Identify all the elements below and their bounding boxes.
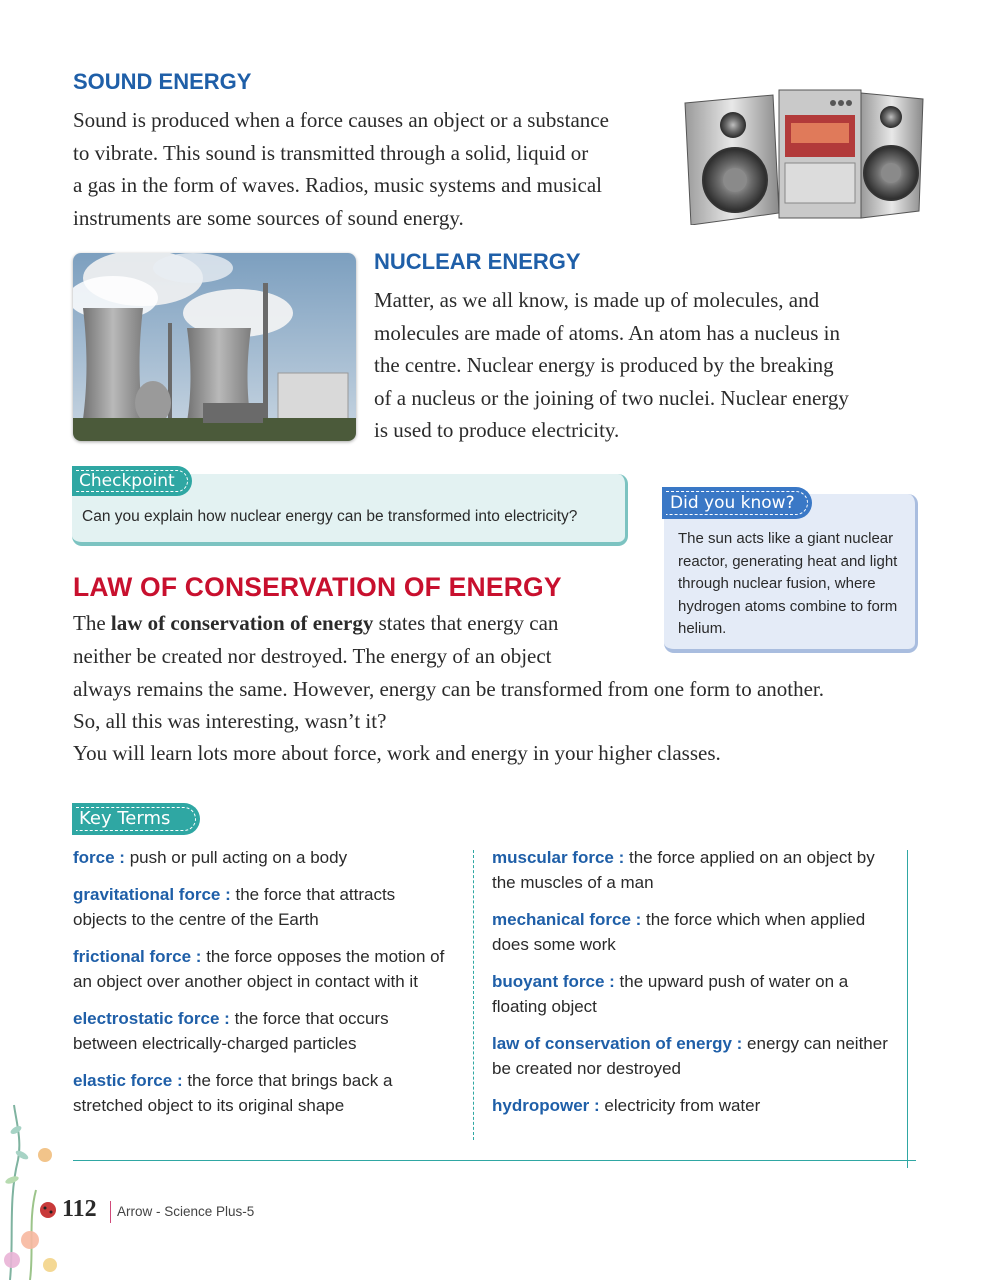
floral-decoration-icon (0, 1100, 70, 1280)
nuclear-line-3: the centre. Nuclear energy is produced by the breaking (374, 353, 834, 377)
law-line-1-prefix: The (73, 611, 111, 635)
key-term-item (73, 1068, 453, 1118)
law-term-bold: law of conservation of energy (110, 611, 374, 635)
law-line-2: neither be created nor destroyed. The energy of an object (73, 644, 552, 668)
key-term-item (492, 1031, 897, 1081)
key-term-name: gravitational force : (73, 885, 231, 904)
nuclear-line-4: of a nucleus or the joining of two nuclei. Nuclear energy (374, 385, 849, 410)
key-term-definition: the force that occurs between electrically-charged particles (73, 1009, 389, 1053)
key-term-name: frictional force : (73, 947, 202, 966)
key-terms-bottom-rule (73, 1160, 916, 1161)
key-term-name: law of conservation of energy : (492, 1034, 743, 1053)
key-term-definition: the force applied on an object by the muscles of a man (492, 848, 875, 892)
key-term-item (492, 969, 897, 1019)
key-terms-divider (473, 850, 474, 1140)
law-line-1-suffix: states that energy can (373, 611, 559, 635)
key-terms-right-rule (907, 850, 908, 1168)
sound-energy-heading: SOUND ENERGY (73, 69, 252, 94)
checkpoint-tag (72, 466, 192, 496)
sound-line-2: to vibrate. This sound is transmitted through a solid, liquid or (73, 140, 589, 165)
key-term-name: elastic force : (73, 1071, 183, 1090)
key-term-definition: push or pull acting on a body (124, 848, 348, 867)
key-term-definition: the force opposes the motion of an object over another object in contact with it (73, 947, 445, 991)
key-term-item (73, 845, 453, 870)
key-term-definition: the force that attracts objects to the centre of the Earth (73, 885, 396, 929)
nuclear-line-1: Matter, as we all know, is made up of molecules, and (374, 288, 820, 312)
law-line-1 (73, 607, 558, 640)
music-system-image (683, 85, 928, 225)
key-term-definition: electricity from water (599, 1096, 761, 1115)
did-you-know-text: The sun acts like a giant nuclear reactor, generating heat and light through nuclear fusion, where hydrogen atoms combine to form helium. (678, 530, 898, 637)
sound-line-4: instruments are some sources of sound energy. (73, 205, 464, 230)
law-line-5: You will learn lots more about force, work and energy in your higher classes. (73, 741, 721, 765)
key-term-definition: the upward push of water on a floating object (492, 972, 849, 1016)
checkpoint-question: Can you explain how nuclear energy can be transformed into electricity? (82, 508, 578, 525)
key-term-definition: energy can neither be created nor destroyed (492, 1034, 888, 1078)
key-term-item (492, 845, 897, 895)
law-line-4: So, all this was interesting, wasn’t it? (73, 709, 387, 733)
key-term-item (73, 944, 453, 994)
law-of-conservation-heading: LAW OF CONSERVATION OF ENERGY (73, 572, 562, 602)
key-terms-right-column (492, 845, 897, 1130)
book-title: Arrow - Science Plus-5 (117, 1204, 255, 1219)
nuclear-power-plant-image (73, 253, 356, 441)
footer-separator (110, 1201, 111, 1223)
sound-line-3: a gas in the form of waves. Radios, music systems and musical (73, 173, 602, 197)
key-terms-tag (72, 803, 200, 835)
key-terms-left-column (73, 845, 453, 1130)
key-term-item (492, 907, 897, 957)
key-term-name: muscular force : (492, 848, 625, 867)
key-term-definition: the force which when applied does some work (492, 910, 866, 954)
did-you-know-tag-label: Did you know? (666, 491, 808, 515)
checkpoint-tag-label: Checkpoint (76, 470, 188, 492)
nuclear-line-5: is used to produce electricity. (374, 418, 620, 442)
law-line-3: always remains the same. However, energy can be transformed from one form to another. (73, 677, 825, 701)
key-term-item (73, 882, 453, 932)
nuclear-energy-heading: NUCLEAR ENERGY (374, 249, 581, 274)
key-term-name: buoyant force : (492, 972, 615, 991)
key-term-item (73, 1006, 453, 1056)
key-term-definition: the force that brings back a stretched object to its original shape (73, 1071, 393, 1115)
key-terms-tag-label: Key Terms (76, 807, 196, 831)
key-term-name: force : (73, 848, 125, 867)
nuclear-line-2: molecules are made of atoms. An atom has a nucleus in (374, 320, 840, 345)
key-term-name: electrostatic force : (73, 1009, 230, 1028)
did-you-know-tag (662, 487, 812, 519)
key-term-name: mechanical force : (492, 910, 642, 929)
key-term-name: hydropower : (492, 1096, 600, 1115)
key-term-item (492, 1093, 897, 1118)
sound-line-1: Sound is produced when a force causes an object or a substance (73, 108, 609, 132)
page-number: 112 (62, 1196, 97, 1222)
